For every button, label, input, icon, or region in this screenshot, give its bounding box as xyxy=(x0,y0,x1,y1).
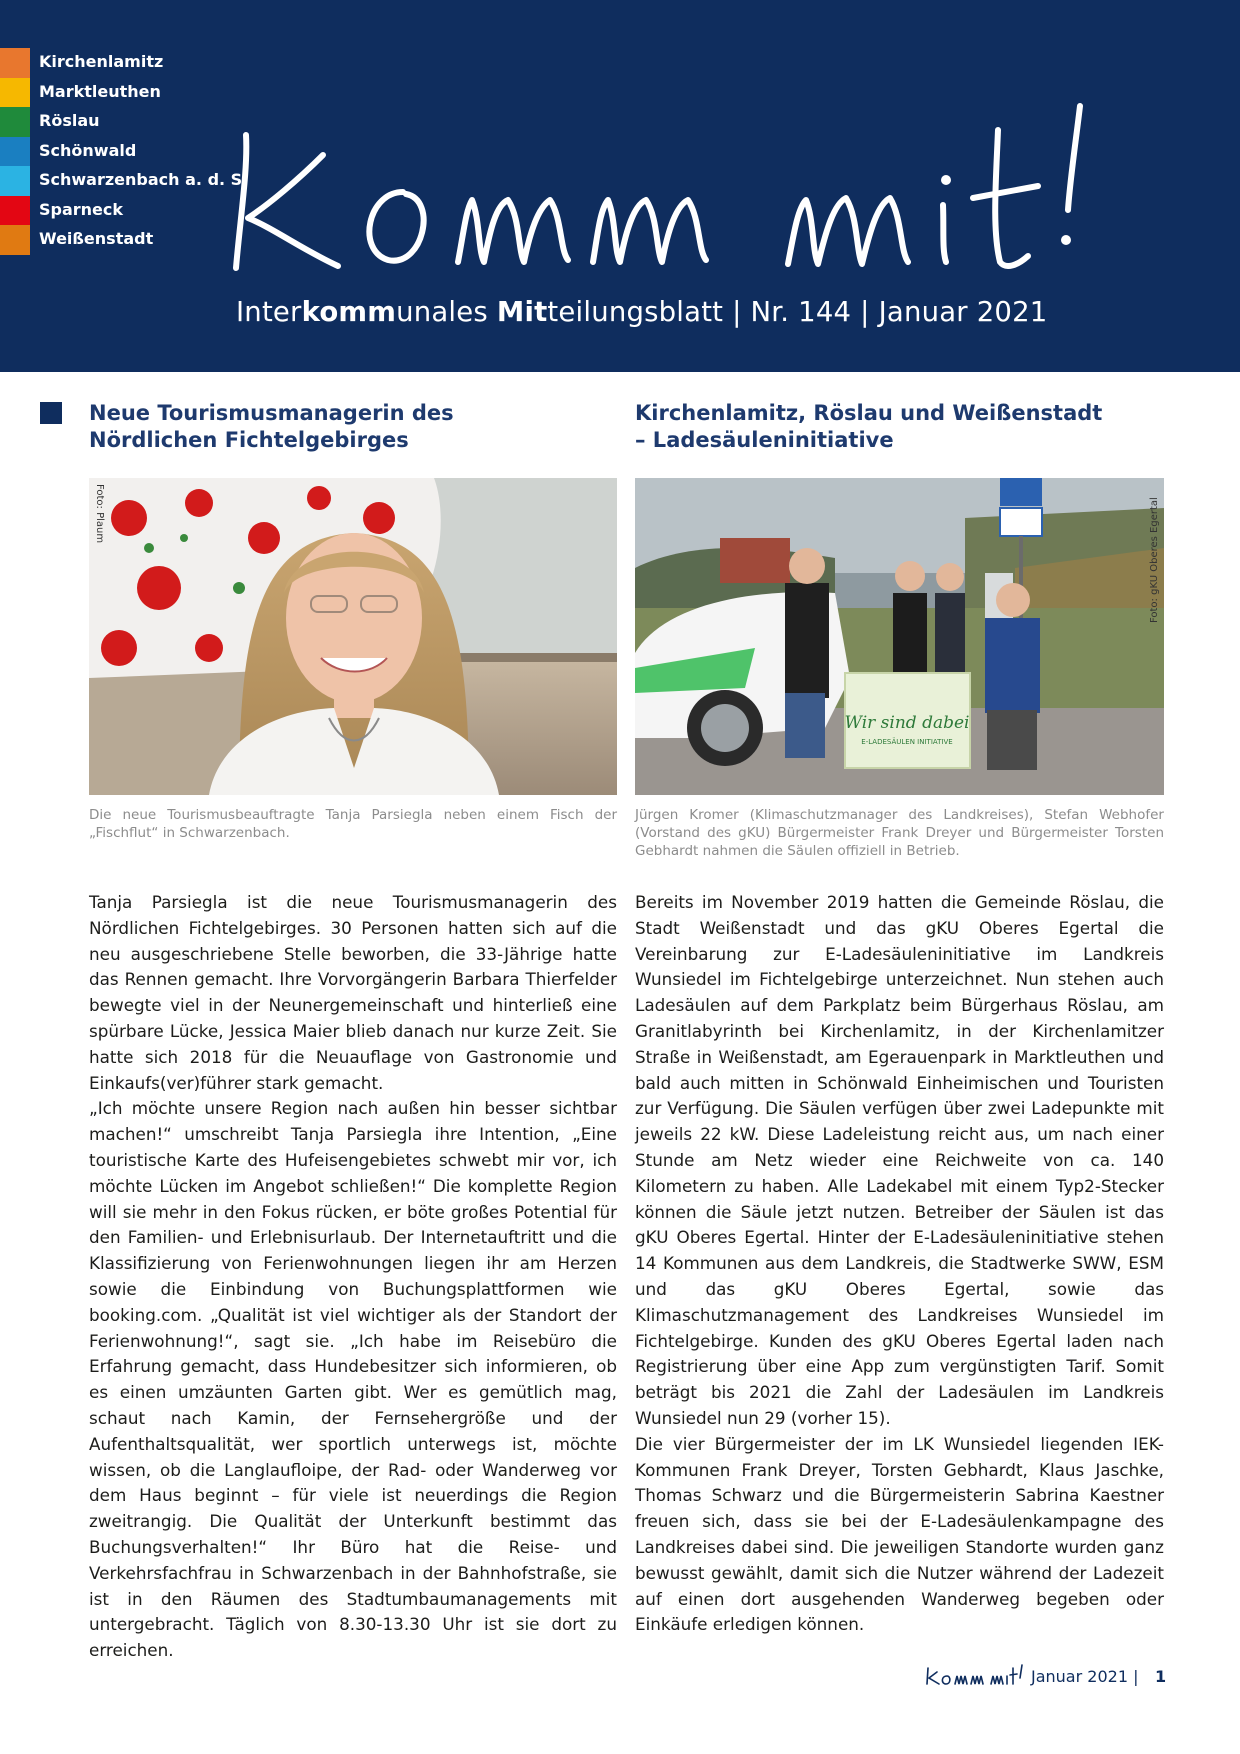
banner-subtitle: E-LADESÄULEN INITIATIVE xyxy=(861,738,953,746)
section-marker xyxy=(40,402,62,424)
right-article-body xyxy=(635,890,1164,1638)
paragraph: Tanja Parsiegla ist die neue Tourismusmanagerin des Nördlichen Fichtelgebirges. 30 Personen hatten sich auf die neu ausgeschriebene Stelle beworben, die 33-Jährige hatte das Rennen gemacht. Ihre Vorvorgängerin Barbara Thierfelder bewegte viel in der Neunergemeinschaft und hinterließ eine spürbare Lücke, Jessica Maier blieb danach nur kurze Zeit. Sie hatte sich 2018 für die Neuauflage von Gastronomie und Einkaufs(ver)führer stark gemacht. xyxy=(89,892,617,1093)
municipality-item xyxy=(0,166,260,196)
photo-credit: Foto: Plaum xyxy=(94,484,105,544)
municipality-label: Sparneck xyxy=(39,199,124,219)
municipality-label: Marktleuthen xyxy=(39,81,161,101)
subtitle-part: unales xyxy=(396,296,497,328)
subtitle-part-bold: komm xyxy=(301,296,397,328)
municipality-item xyxy=(0,225,260,255)
municipality-label: Kirchenlamitz xyxy=(39,52,164,71)
municipality-item xyxy=(0,196,260,226)
color-swatch xyxy=(0,107,30,137)
charging-station-photo-image xyxy=(635,478,1164,795)
subtitle-part-bold: Mit xyxy=(496,296,548,328)
municipality-label: Weißenstadt xyxy=(39,229,154,248)
color-swatch xyxy=(0,166,30,196)
municipality-item xyxy=(0,78,260,108)
subtitle-part: Inter xyxy=(236,296,302,328)
page-footer xyxy=(925,1662,1175,1690)
municipality-item xyxy=(0,48,260,78)
color-swatch xyxy=(0,137,30,167)
municipality-label: Schwarzenbach a. d. S. xyxy=(39,170,249,189)
color-swatch xyxy=(0,48,30,78)
subtitle-part: teilungsblatt | Nr. 144 | Januar 2021 xyxy=(547,296,1048,328)
page-number: 1 xyxy=(1155,1667,1167,1686)
masthead xyxy=(0,0,1240,372)
left-headline: Neue Tourismusmanagerin des Nördlichen Fichtelgebirges xyxy=(89,401,454,452)
portrait-photo xyxy=(89,478,617,795)
paragraph: „Ich möchte unsere Region nach außen hin besser sichtbar machen!“ umschreibt Tanja Parsiegla ihre Intention, „Eine touristische Karte des Hufeisengebietes schwebt mir vor, ich möchte Lücken im Angebot schließen!“ Die komplette Region will sie mehr in den Fokus rücken, er böte großes Potential für den Familien- und Erlebnisurlaub. Der Internetauftritt und die Klassifizierung von Ferienwohnungen liegen ihr am Herzen sowie die Einbindung von Buchungsplattformen wie booking.com. „Qualität ist viel wichtiger als der Standort der Ferienwohnung!“, sagt sie. „Ich habe im Reisebüro die Erfahrung gemacht, dass Hundebesitzer sich informieren, ob es einen umzäunten Garten gibt. Wer es gemütlich mag, schaut nach Kamin, der Fernsehergröße und der Aufenthaltsqualität, wer sportlich unterwegs ist, möchte wissen, ob die Langlaufloipe, der Rad- oder Wanderweg vor dem Haus beginnt – für viele ist neuerdings die Region zweitrangig. Die Qualität der Unterkunft bestimmt das Buchungsverhalten!“ Ihr Büro hat die Reise- und Verkehrsfachfrau in Schwarzenbach in der Bahnhofstraße, sie ist in den Räumen des Stadtumbaumanagements mit untergebracht. Täglich von 8.30-13.30 Uhr ist sie dort zu erreichen. xyxy=(89,1098,617,1661)
photo-caption: Die neue Tourismusbeauftragte Tanja Parsiegla neben einem Fisch der „Fischflut“ in Schwarzenbach. xyxy=(89,807,617,841)
footer-date: Januar 2021 | xyxy=(1031,1667,1139,1686)
portrait-photo-image xyxy=(89,478,617,795)
color-swatch xyxy=(0,196,30,226)
banner-title: Wir sind dabei xyxy=(844,713,970,733)
masthead-subtitle xyxy=(236,296,1048,328)
photo-caption: Jürgen Kromer (Klimaschutzmanager des Landkreises), Stefan Webhofer (Vorstand des gKU) Bürgermeister Frank Dreyer und Bürgermeister Torsten Gebhardt nahmen die Säulen offiziell in Betrieb. xyxy=(635,807,1164,859)
municipality-item xyxy=(0,107,260,137)
charging-station-photo xyxy=(635,478,1164,795)
komm-mit-logo xyxy=(228,100,1188,280)
color-swatch xyxy=(0,225,30,255)
photo-credit: Foto: gKU Oberes Egertal xyxy=(1149,497,1160,623)
right-headline: Kirchenlamitz, Röslau und Weißenstadt – Ladesäuleninitiative xyxy=(635,401,1103,452)
municipality-list xyxy=(0,48,260,255)
paragraph: Bereits im November 2019 hatten die Gemeinde Röslau, die Stadt Weißenstadt und das gKU Oberes Egertal die Vereinbarung zur E-Ladesäuleninitiative im Landkreis Wunsiedel im Fichtelgebirge unterzeichnet. Nun stehen auch Ladesäulen auf dem Parkplatz beim Bürgerhaus Röslau, am Granitlabyrinth bei Kirchenlamitz, in der Kirchenlamitzer Straße in Weißenstadt, am Egerauenpark in Marktleuthen und bald auch mitten in Schönwald Einheimischen und Touristen zur Verfügung. Die Säulen verfügen über zwei Ladepunkte mit jeweils 22 kW. Diese Ladeleistung reicht aus, um nach einer Stunde am Netz wieder eine Reichweite von ca. 140 Kilometern zu haben. Alle Ladekabel mit einem Typ2-Stecker können die Säule jetzt nutzen. Betreiber der Säulen ist das gKU Oberes Egertal. Hinter der E-Ladesäuleninitiative stehen 14 Kommunen aus dem Landkreis, die Stadtwerke SWW, ESM und das gKU Oberes Egertal, sowie das Klimaschutzmanagement des Landkreises Wunsiedel im Fichtelgebirge. Kunden des gKU Oberes Egertal laden nach Registrierung über eine App zum vergünstigten Tarif. Somit beträgt bis 2021 die Zahl der Ladesäulen im Landkreis Wunsiedel nun 29 (vorher 15). xyxy=(635,892,1164,1428)
left-article-body xyxy=(89,890,617,1664)
municipality-item xyxy=(0,137,260,167)
municipality-label: Schönwald xyxy=(39,140,137,160)
color-swatch xyxy=(0,78,30,108)
footer-logo xyxy=(925,1662,1025,1688)
paragraph: Die vier Bürgermeister der im LK Wunsiedel liegenden IEK-Kommunen Frank Dreyer, Torsten Gebhardt, Klaus Jaschke, Thomas Schwarz und die Bürgermeisterin Sabrina Kaestner freuen sich, dass sie bei der E-Ladesäulenkampagne des Landkreises dabei sind. Die jeweiligen Standorte wurden ganz bewusst gewählt, damit sich die Nutzer während der Ladezeit auf einen dort ausgehenden Wanderweg begeben oder Einkäufe erledigen können. xyxy=(635,1433,1164,1635)
municipality-label: Röslau xyxy=(39,111,100,130)
